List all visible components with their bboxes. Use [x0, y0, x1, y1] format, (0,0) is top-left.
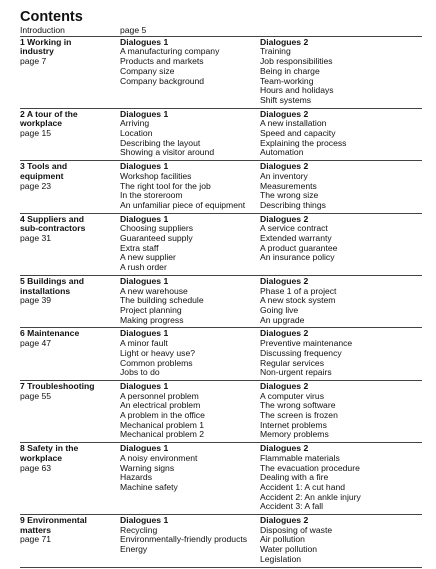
unit-title-cell [20, 215, 120, 273]
dialogues-1-heading: Dialogues 1 [120, 515, 169, 526]
dialogue-1-item: Extra staff [120, 242, 159, 253]
dialogues-2-heading: Dialogues 2 [260, 380, 309, 391]
dialogue-2-item: An upgrade [260, 314, 305, 325]
dialogue-2-item: Being in charge [260, 65, 320, 76]
dialogue-2-item: The evacuation procedure [260, 462, 360, 473]
dialogue-2-item: Water pollution [260, 544, 318, 555]
unit-title-cell [20, 516, 120, 565]
dialogue-1-item: Describing the layout [120, 137, 201, 148]
dialogue-2-item: Accident 1: A cut hand [260, 481, 346, 492]
unit-title-line: matters [20, 524, 52, 535]
dialogues-1-cell [120, 110, 260, 159]
dialogue-2-item: Memory problems [260, 429, 329, 440]
unit-page: page 7 [20, 56, 47, 67]
dialogues-2-heading: Dialogues 2 [260, 515, 309, 526]
dialogues-2-cell [260, 329, 422, 378]
unit-page: page 55 [20, 390, 52, 401]
dialogue-2-item: Shift systems [260, 94, 312, 105]
unit-row[interactable] [20, 380, 422, 442]
unit-title-cell [20, 38, 120, 106]
dialogues-1-cell [120, 162, 260, 211]
dialogue-1-item: Common problems [120, 357, 193, 368]
dialogue-2-item: Non-urgent repairs [260, 367, 332, 378]
dialogue-1-item: A noisy environment [120, 452, 198, 463]
dialogue-2-item: Speed and capacity [260, 128, 336, 139]
dialogue-1-item: Company size [120, 65, 175, 76]
dialogue-1-item: Mechanical problem 1 [120, 419, 205, 430]
unit-title-line: 1 Working in [20, 36, 72, 47]
unit-title-cell [20, 110, 120, 159]
unit-title-line: workplace [20, 452, 63, 463]
dialogue-1-item: Workshop facilities [120, 170, 192, 181]
dialogues-2-cell [260, 516, 422, 565]
dialogues-1-heading: Dialogues 1 [120, 275, 169, 286]
dialogue-1-item: An electrical problem [120, 400, 201, 411]
dialogues-1-heading: Dialogues 1 [120, 443, 169, 454]
dialogues-2-cell [260, 110, 422, 159]
dialogue-1-item: The building schedule [120, 295, 204, 306]
dialogues-1-cell [120, 516, 260, 565]
dialogue-2-item: Discussing frequency [260, 347, 342, 358]
dialogues-1-cell [120, 215, 260, 273]
contents-table [20, 26, 422, 569]
dialogues-2-heading: Dialogues 2 [260, 161, 309, 172]
dialogue-2-item: The wrong software [260, 400, 336, 411]
introduction-page: page 5 [120, 25, 147, 35]
unit-title-cell [20, 444, 120, 512]
introduction-label: Introduction [20, 25, 65, 35]
dialogue-1-item: A personnel problem [120, 390, 199, 401]
unit-title-line: 2 A tour of the [20, 108, 78, 119]
dialogue-1-item: In the storeroom [120, 190, 183, 201]
unit-page: page 63 [20, 462, 52, 473]
dialogue-1-item: A new warehouse [120, 285, 188, 296]
dialogue-1-item: Hazards [120, 472, 152, 483]
dialogues-2-heading: Dialogues 2 [260, 443, 309, 454]
unit-row[interactable] [20, 213, 422, 275]
dialogues-2-heading: Dialogues 2 [260, 213, 309, 224]
dialogues-1-cell [120, 382, 260, 440]
dialogue-2-item: Accident 2: An ankle injury [260, 491, 361, 502]
dialogue-1-item: Showing a visitor around [120, 147, 215, 158]
unit-title-line: 7 Troubleshooting [20, 380, 95, 391]
unit-title-line: 5 Buildings and [20, 275, 84, 286]
unit-title-line: 8 Safety in the [20, 443, 79, 454]
dialogues-1-heading: Dialogues 1 [120, 108, 169, 119]
dialogue-2-item: Job responsibilities [260, 56, 333, 67]
dialogue-1-item: Company background [120, 75, 205, 86]
dialogue-2-item: An inventory [260, 170, 308, 181]
unit-page: page 31 [20, 233, 52, 244]
dialogue-2-item: Legislation [260, 553, 302, 564]
dialogue-2-item: Regular services [260, 357, 324, 368]
dialogue-2-item: Air pollution [260, 534, 305, 545]
dialogues-1-heading: Dialogues 1 [120, 380, 169, 391]
dialogue-1-item: Recycling [120, 524, 158, 535]
dialogue-2-item: Describing things [260, 199, 326, 210]
dialogues-2-heading: Dialogues 2 [260, 328, 309, 339]
dialogues-1-heading: Dialogues 1 [120, 36, 169, 47]
dialogue-1-item: Mechanical problem 2 [120, 429, 205, 440]
dialogue-1-item: Guaranteed supply [120, 233, 193, 244]
dialogue-2-item: The wrong size [260, 190, 319, 201]
unit-title-line: sub-contractors [20, 223, 86, 234]
dialogue-1-item: An unfamiliar piece of equipment [120, 199, 246, 210]
dialogue-1-item: Arriving [120, 118, 150, 129]
unit-page: page 71 [20, 534, 52, 545]
dialogue-2-item: Going live [260, 304, 299, 315]
unit-row[interactable] [20, 514, 422, 567]
dialogue-2-item: Automation [260, 147, 304, 158]
dialogue-2-item: Dealing with a fire [260, 472, 329, 483]
dialogues-1-cell [120, 38, 260, 106]
dialogues-2-cell [260, 382, 422, 440]
dialogue-2-item: A new installation [260, 118, 327, 129]
unit-row[interactable] [20, 36, 422, 108]
dialogues-1-cell [120, 329, 260, 378]
dialogue-1-item: A rush order [120, 262, 167, 273]
page-title: Contents [20, 9, 83, 25]
dialogue-2-item: The screen is frozen [260, 410, 338, 421]
dialogue-2-item: Accident 3: A fall [260, 501, 324, 512]
dialogues-1-heading: Dialogues 1 [120, 161, 169, 172]
unit-row[interactable] [20, 275, 422, 328]
introduction-page-cell [120, 26, 260, 36]
unit-page: page 47 [20, 338, 52, 349]
unit-page: page 39 [20, 295, 52, 306]
dialogue-1-item: Warning signs [120, 462, 175, 473]
unit-title-cell [20, 162, 120, 211]
dialogue-1-item: A problem in the office [120, 410, 205, 421]
dialogue-1-item: Environmentally-friendly products [120, 534, 248, 545]
unit-title-line: equipment [20, 170, 64, 181]
introduction-label-cell [20, 26, 120, 36]
dialogue-2-item: Internet problems [260, 419, 327, 430]
dialogue-2-item: Extended warranty [260, 233, 332, 244]
unit-row[interactable] [20, 327, 422, 380]
dialogue-2-item: Phase 1 of a project [260, 285, 337, 296]
unit-title-cell [20, 382, 120, 440]
dialogues-2-cell [260, 162, 422, 211]
dialogue-2-item: Hours and holidays [260, 85, 334, 96]
dialogue-2-item: Disposing of waste [260, 524, 333, 535]
dialogue-2-item: A new stock system [260, 295, 336, 306]
unit-title-line: installations [20, 285, 71, 296]
dialogues-1-cell [120, 277, 260, 326]
dialogues-2-cell [260, 444, 422, 512]
unit-title-line: workplace [20, 118, 63, 129]
unit-title-line: 6 Maintenance [20, 328, 80, 339]
unit-title-line: industry [20, 46, 54, 57]
introduction-empty-cell [260, 26, 422, 36]
dialogue-1-item: A manufacturing company [120, 46, 220, 57]
dialogues-2-heading: Dialogues 2 [260, 36, 309, 47]
dialogue-1-item: Jobs to do [120, 367, 160, 378]
dialogue-2-item: Measurements [260, 180, 317, 191]
dialogue-1-item: Making progress [120, 314, 184, 325]
dialogue-1-item: Project planning [120, 304, 182, 315]
dialogues-2-heading: Dialogues 2 [260, 275, 309, 286]
dialogue-2-item: An insurance policy [260, 252, 335, 263]
dialogues-2-cell [260, 277, 422, 326]
dialogue-2-item: Team-working [260, 75, 314, 86]
dialogue-1-item: Location [120, 128, 153, 139]
introduction-row[interactable] [20, 26, 422, 36]
unit-page: page 23 [20, 180, 52, 191]
dialogue-2-item: A product guarantee [260, 242, 338, 253]
dialogues-2-heading: Dialogues 2 [260, 108, 309, 119]
dialogues-1-heading: Dialogues 1 [120, 213, 169, 224]
unit-row[interactable] [20, 160, 422, 213]
bottom-divider [20, 567, 422, 569]
dialogues-2-cell [260, 38, 422, 106]
unit-row[interactable] [20, 442, 422, 514]
unit-title-cell [20, 277, 120, 326]
dialogue-1-item: A minor fault [120, 338, 168, 349]
dialogue-1-item: Products and markets [120, 56, 204, 67]
dialogue-2-item: Preventive maintenance [260, 338, 353, 349]
dialogue-1-item: Machine safety [120, 481, 178, 492]
dialogue-2-item: Training [260, 46, 291, 57]
dialogue-1-item: A new supplier [120, 252, 176, 263]
dialogue-2-item: A service contract [260, 223, 328, 234]
unit-title-line: 3 Tools and [20, 161, 68, 172]
dialogue-2-item: A computer virus [260, 390, 324, 401]
dialogue-1-item: The right tool for the job [120, 180, 211, 191]
dialogues-2-cell [260, 215, 422, 273]
dialogue-2-item: Explaining the process [260, 137, 347, 148]
unit-row[interactable] [20, 108, 422, 161]
unit-title-cell [20, 329, 120, 378]
unit-page: page 15 [20, 128, 52, 139]
unit-title-line: 9 Environmental [20, 515, 87, 526]
dialogues-1-cell [120, 444, 260, 512]
dialogues-1-heading: Dialogues 1 [120, 328, 169, 339]
unit-title-line: 4 Suppliers and [20, 213, 84, 224]
dialogue-1-item: Light or heavy use? [120, 347, 196, 358]
dialogue-2-item: Flammable materials [260, 452, 340, 463]
dialogue-1-item: Energy [120, 544, 148, 555]
dialogue-1-item: Choosing suppliers [120, 223, 194, 234]
